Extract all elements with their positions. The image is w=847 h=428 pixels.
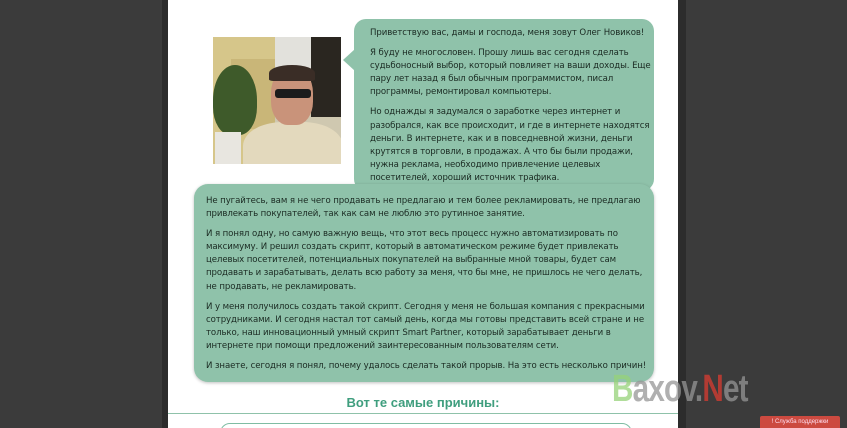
right-shadow-band: [678, 0, 686, 428]
support-service-button[interactable]: ! Служба поддержки: [760, 416, 840, 428]
watermark-part: axov.: [632, 368, 703, 410]
photo-door: [311, 37, 341, 117]
section-divider: [168, 413, 678, 414]
intro-paragraph: Приветствую вас, дамы и господа, меня зовут Олег Новиков!: [370, 28, 645, 38]
story-paragraph: Не пугайтесь, вам я не чего продавать не предлагаю и тем более рекламировать, не предлагаю привлекать покупателей, так как сам не люблю это рутинное занятие.: [206, 196, 641, 220]
story-text: [206, 195, 652, 380]
photo-person-body: [243, 122, 341, 164]
intro-paragraph: Я буду не многословен. Прошу лишь вас сегодня сделать судьбоносный выбор, который повлияет на ваши доходы. Еще пару лет назад я был обычным программистом, писал программы, ремонтировал компьютеры.: [370, 48, 651, 98]
speech-bubble-intro: [354, 19, 654, 191]
photo-tree: [213, 65, 257, 135]
landing-page-content: [168, 0, 678, 428]
reasons-list-box: [220, 423, 632, 428]
story-paragraph: И я понял одну, но самую важную вещь, что этот весь процесс нужно автоматизировать по максимуму. И решил создать скрипт, который в автоматическом режиме будет привлекать целевых посетителей, потенциальных покупателей на выбранные мной товары, будет сам продавать и зарабатывать, делать всю работу за меня, что бы мне, не пришлось не чего делать, не продавать, не рекламировать.: [206, 229, 643, 292]
watermark-part: et: [722, 368, 748, 410]
story-paragraph: И у меня получилось создать такой скрипт. Сегодня у меня не большая компания с прекрасными сотрудниками. И сегодня настал тот самый день, когда мы готовы представить всей стране и не только, наш инновационный умный скрипт Smart Partner, который зарабатывает деньги в интернете при помощи предложений заинтересованным пользователям сети.: [206, 301, 645, 351]
author-photo: [213, 37, 341, 164]
watermark-part: N: [702, 368, 723, 410]
intro-text: [370, 27, 654, 192]
speech-bubble-story: [194, 184, 654, 382]
story-paragraph: И знаете, сегодня я понял, почему удалось сделать такой прорыв. На это есть несколько причин!: [206, 361, 647, 372]
photo-person-sunglasses: [275, 89, 311, 98]
photo-pot: [215, 132, 241, 164]
right-background: [678, 0, 847, 428]
left-background: [0, 0, 168, 428]
photo-person-hair: [269, 65, 315, 81]
watermark-logo: [612, 368, 748, 410]
reasons-heading: Вот те самые причины:: [346, 395, 500, 410]
intro-paragraph: Но однажды я задумался о заработке через интернет и разобрался, как все происходит, и где в интернете находятся деньги. В интернете, как и в повседневной жизни, деньги крутятся в торговли, в продажах. А что бы были продажи, нужна реклама, необходимо привлечение целевых посетителей, хороший источник трафика.: [370, 107, 650, 183]
watermark-part: B: [612, 368, 633, 410]
speech-bubble-tail: [343, 49, 355, 71]
